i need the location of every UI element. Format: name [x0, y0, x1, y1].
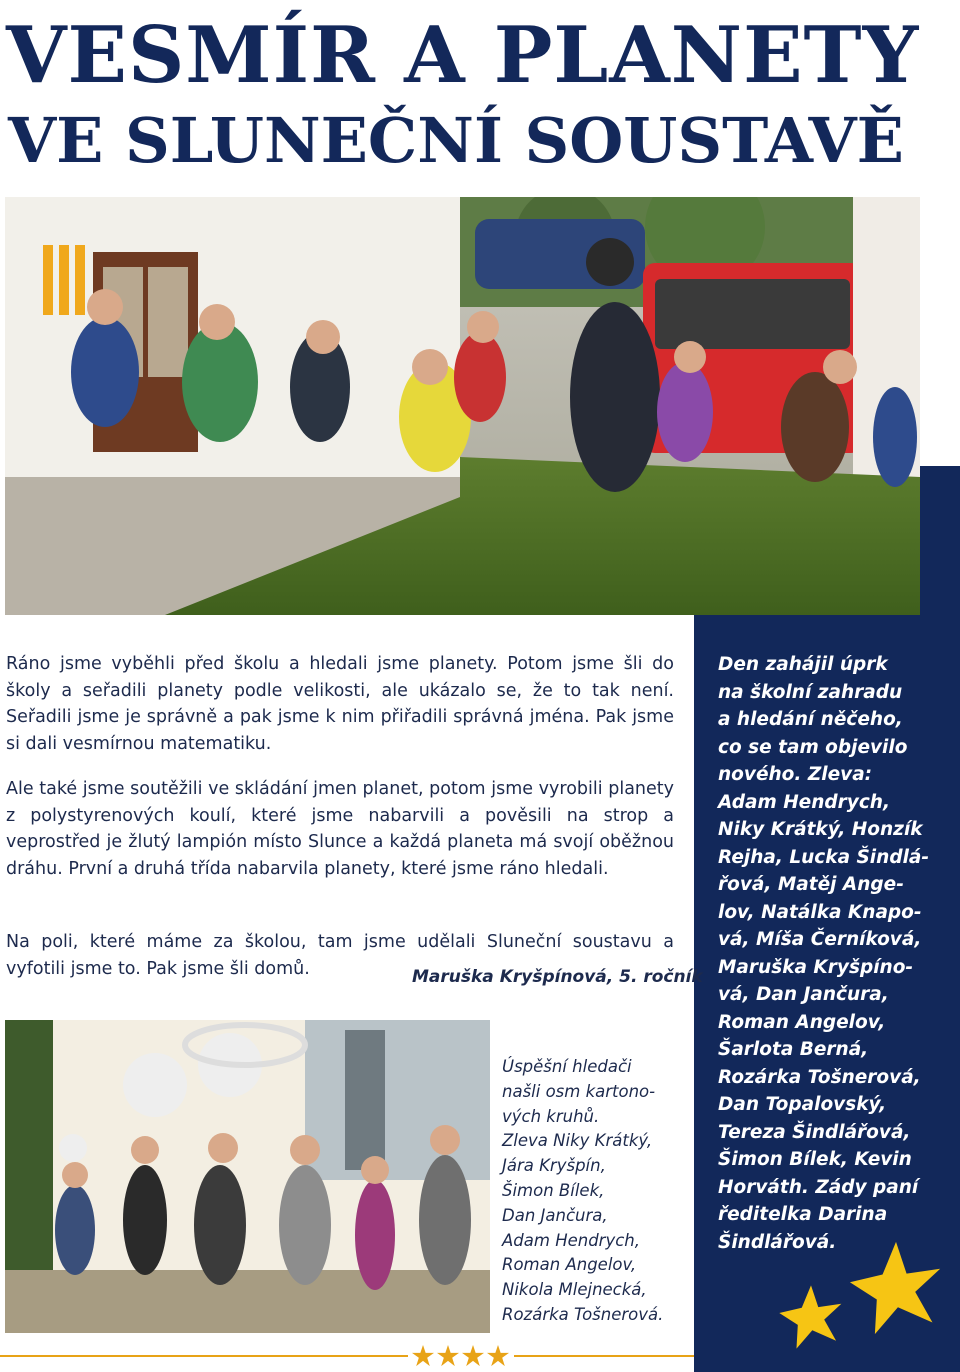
- star-icon: [412, 1345, 434, 1367]
- article-paragraph-1: Ráno jsme vyběhli před školu a hledali jsme planety. Potom jsme šli do školy a seřadili planety podle velikosti, ale ukázalo se, že to tak není. Seřadili jsme je správně a pak jsme k nim přiřadili správná jména. Pak jsme si dali vesmírnou matematiku.: [6, 654, 674, 754]
- page-title: VESMÍR A PLANETY: [6, 10, 920, 101]
- star-icon: [487, 1345, 509, 1367]
- photo-children-running: [5, 197, 920, 615]
- article-paragraph-2: Ale také jsme soutěžili ve skládání jmen planet, potom jsme vyrobili planety z polystyrenových koulí, které jsme nabarvili a pověsili na strop a veprostřed je žlutý lampión místo Slunce a každá planeta má svojí oběžnou dráhu. První a druhá třída nabarvila planety, které jsme ráno hledali.: [6, 779, 674, 879]
- photo-caption: Úspěšní hledači našli osm kartono- vých kruhů. Zleva Niky Krátký, Jára Kryšpín, Šimon Bílek, Dan Jančura, Adam Hendrych, Roman Angelov, Nikola Mlejnecká, Rozárka Tošnerová.: [502, 1057, 664, 1324]
- page-subtitle: VE SLUNEČNÍ SOUSTAVĚ: [8, 104, 904, 177]
- article-paragraph-3: Na poli, které máme za školou, tam jsme udělali Sluneční soustavu a vyfotili jsme to. Pak jsme šli domů.: [6, 932, 674, 979]
- article-author: Maruška Kryšpínová, 5. ročník: [412, 967, 703, 987]
- star-icon: [778, 1284, 844, 1350]
- star-icon: [848, 1240, 944, 1336]
- photo-cardboard-planets: [5, 1020, 490, 1333]
- star-icon: [462, 1345, 484, 1367]
- footer-divider: [0, 1345, 960, 1367]
- star-icon: [437, 1345, 459, 1367]
- sidebar-caption: Den zahájil úprk na školní zahradu a hledání něčeho, co se tam objevilo nového. Zleva: Adam Hendrych, Niky Krátký, Honzík Rejha, Lucka Šindlá- řová, Matěj Ange- lov, Natálka Knapo- vá, Míša Černíková, Maruška Kryšpíno- vá, Dan Jančura, Roman Angelov, Šarlota Berná, Rozárka Tošnerová, Dan Topalovský, Tereza Šindlářová, Šimon Bílek, Kevin Horváth. Zády paní ředitelka Darina Šindlářová.: [718, 654, 930, 1253]
